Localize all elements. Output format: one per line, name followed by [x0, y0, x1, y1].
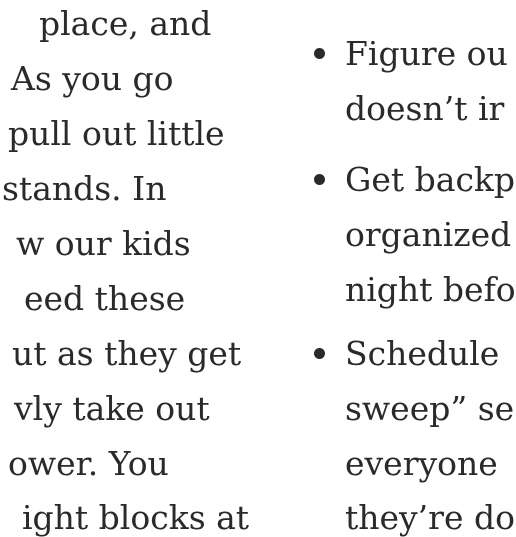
- left-text-line: vly take out: [14, 389, 210, 428]
- bullet-point-icon: [314, 48, 325, 59]
- bullet-text-line: organized: [345, 215, 512, 254]
- left-text-line: place, and: [39, 4, 212, 43]
- bullet-text-line: doesn’t ir: [345, 89, 505, 128]
- bullet-text-line: Schedule: [345, 334, 500, 373]
- bullet-text-line: night befo: [345, 270, 516, 309]
- right-bullet-column: [312, 0, 516, 537]
- bullet-point-icon: [314, 348, 325, 359]
- bullet-text-line: everyone: [345, 444, 498, 483]
- left-text-line: ight blocks at: [22, 498, 250, 537]
- left-text-line: As you go: [11, 59, 174, 98]
- left-text-line: w our kids: [16, 224, 191, 263]
- bullet-text-line: they’re do: [345, 498, 515, 537]
- left-text-line: ower. You: [8, 444, 169, 483]
- bullet-text-line: Figure ou: [345, 34, 508, 73]
- left-text-line: eed these: [24, 279, 186, 318]
- left-text-line: ut as they get: [12, 334, 242, 373]
- bullet-point-icon: [314, 174, 325, 185]
- bullet-text-line: Get backp: [345, 160, 516, 199]
- bullet-text-line: sweep” se: [345, 389, 515, 428]
- left-text-line: stands. In: [2, 169, 167, 208]
- left-text-line: pull out little: [8, 114, 225, 153]
